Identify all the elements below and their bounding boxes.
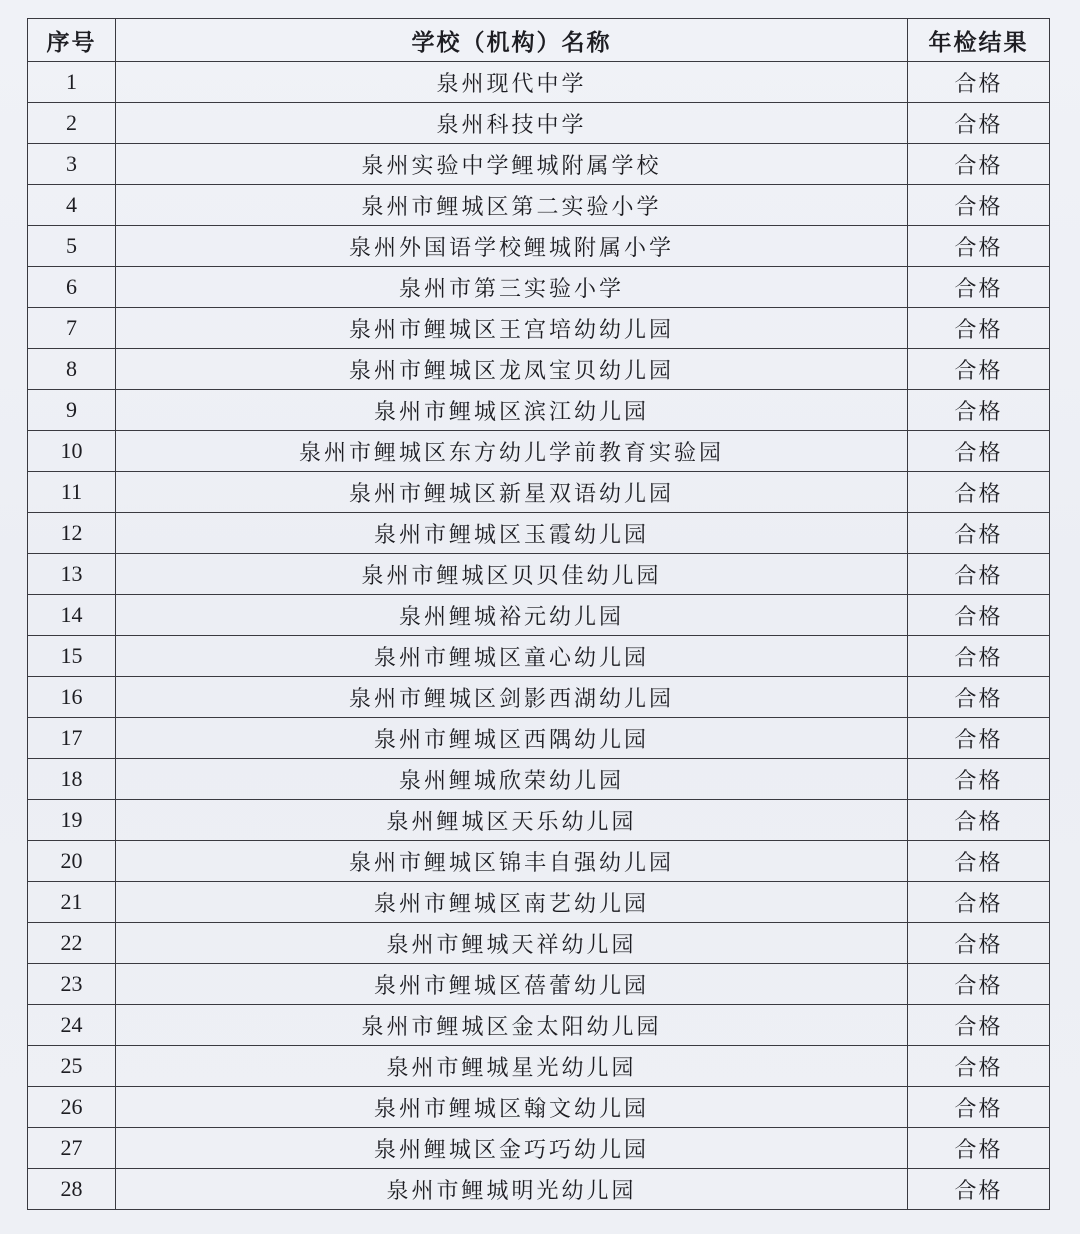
row-inspection-result: 合格 <box>908 390 1050 431</box>
row-school-name: 泉州鲤城裕元幼儿园 <box>116 595 908 636</box>
row-serial-number: 9 <box>28 390 116 431</box>
table-row <box>28 1005 1050 1046</box>
row-inspection-result: 合格 <box>908 636 1050 677</box>
row-school-name: 泉州科技中学 <box>116 103 908 144</box>
row-serial-number: 24 <box>28 1005 116 1046</box>
row-serial-number: 28 <box>28 1169 116 1210</box>
row-inspection-result: 合格 <box>908 513 1050 554</box>
row-serial-number: 2 <box>28 103 116 144</box>
row-school-name: 泉州实验中学鲤城附属学校 <box>116 144 908 185</box>
row-serial-number: 5 <box>28 226 116 267</box>
row-school-name: 泉州市鲤城区龙凤宝贝幼儿园 <box>116 349 908 390</box>
row-serial-number: 7 <box>28 308 116 349</box>
row-school-name: 泉州市鲤城区金太阳幼儿园 <box>116 1005 908 1046</box>
table-row <box>28 882 1050 923</box>
row-inspection-result: 合格 <box>908 595 1050 636</box>
row-serial-number: 26 <box>28 1087 116 1128</box>
inspection-results-table <box>27 18 1050 1210</box>
header-serial-number: 序号 <box>28 19 116 62</box>
row-school-name: 泉州市鲤城区东方幼儿学前教育实验园 <box>116 431 908 472</box>
row-serial-number: 1 <box>28 62 116 103</box>
table-row <box>28 267 1050 308</box>
row-serial-number: 15 <box>28 636 116 677</box>
row-serial-number: 21 <box>28 882 116 923</box>
row-school-name: 泉州鲤城区金巧巧幼儿园 <box>116 1128 908 1169</box>
row-serial-number: 14 <box>28 595 116 636</box>
row-school-name: 泉州市鲤城区蓓蕾幼儿园 <box>116 964 908 1005</box>
table-row <box>28 636 1050 677</box>
row-inspection-result: 合格 <box>908 554 1050 595</box>
table-row <box>28 62 1050 103</box>
row-inspection-result: 合格 <box>908 62 1050 103</box>
row-serial-number: 11 <box>28 472 116 513</box>
table-row <box>28 923 1050 964</box>
table-row <box>28 103 1050 144</box>
row-school-name: 泉州市鲤城区西隅幼儿园 <box>116 718 908 759</box>
row-school-name: 泉州现代中学 <box>116 62 908 103</box>
row-inspection-result: 合格 <box>908 267 1050 308</box>
row-school-name: 泉州市鲤城天祥幼儿园 <box>116 923 908 964</box>
table-row <box>28 595 1050 636</box>
row-school-name: 泉州市鲤城区锦丰自强幼儿园 <box>116 841 908 882</box>
table-row <box>28 185 1050 226</box>
table-row <box>28 718 1050 759</box>
row-school-name: 泉州市鲤城区南艺幼儿园 <box>116 882 908 923</box>
row-inspection-result: 合格 <box>908 882 1050 923</box>
table-row <box>28 1128 1050 1169</box>
row-serial-number: 10 <box>28 431 116 472</box>
row-inspection-result: 合格 <box>908 800 1050 841</box>
row-serial-number: 18 <box>28 759 116 800</box>
row-school-name: 泉州市鲤城区剑影西湖幼儿园 <box>116 677 908 718</box>
table-row <box>28 349 1050 390</box>
row-inspection-result: 合格 <box>908 677 1050 718</box>
row-school-name: 泉州鲤城欣荣幼儿园 <box>116 759 908 800</box>
table-row <box>28 390 1050 431</box>
table-row <box>28 144 1050 185</box>
row-inspection-result: 合格 <box>908 144 1050 185</box>
row-inspection-result: 合格 <box>908 226 1050 267</box>
table-row <box>28 308 1050 349</box>
row-serial-number: 13 <box>28 554 116 595</box>
row-serial-number: 3 <box>28 144 116 185</box>
row-inspection-result: 合格 <box>908 185 1050 226</box>
row-inspection-result: 合格 <box>908 308 1050 349</box>
row-serial-number: 4 <box>28 185 116 226</box>
row-serial-number: 22 <box>28 923 116 964</box>
row-school-name: 泉州鲤城区天乐幼儿园 <box>116 800 908 841</box>
row-school-name: 泉州市鲤城区滨江幼儿园 <box>116 390 908 431</box>
row-inspection-result: 合格 <box>908 923 1050 964</box>
header-school-name: 学校（机构）名称 <box>116 19 908 62</box>
row-school-name: 泉州市鲤城区翰文幼儿园 <box>116 1087 908 1128</box>
row-school-name: 泉州市鲤城星光幼儿园 <box>116 1046 908 1087</box>
row-inspection-result: 合格 <box>908 431 1050 472</box>
table-row <box>28 677 1050 718</box>
row-school-name: 泉州市鲤城区第二实验小学 <box>116 185 908 226</box>
row-inspection-result: 合格 <box>908 1087 1050 1128</box>
row-inspection-result: 合格 <box>908 103 1050 144</box>
table-row <box>28 759 1050 800</box>
table-row <box>28 226 1050 267</box>
row-serial-number: 25 <box>28 1046 116 1087</box>
row-serial-number: 16 <box>28 677 116 718</box>
row-inspection-result: 合格 <box>908 759 1050 800</box>
row-school-name: 泉州市鲤城区童心幼儿园 <box>116 636 908 677</box>
row-inspection-result: 合格 <box>908 472 1050 513</box>
row-serial-number: 19 <box>28 800 116 841</box>
row-inspection-result: 合格 <box>908 1128 1050 1169</box>
row-inspection-result: 合格 <box>908 1005 1050 1046</box>
row-inspection-result: 合格 <box>908 718 1050 759</box>
row-school-name: 泉州市鲤城区新星双语幼儿园 <box>116 472 908 513</box>
table-row <box>28 1087 1050 1128</box>
row-serial-number: 6 <box>28 267 116 308</box>
row-school-name: 泉州市鲤城区王宫培幼幼儿园 <box>116 308 908 349</box>
row-school-name: 泉州市鲤城区玉霞幼儿园 <box>116 513 908 554</box>
row-school-name: 泉州市鲤城区贝贝佳幼儿园 <box>116 554 908 595</box>
table-row <box>28 1169 1050 1210</box>
row-inspection-result: 合格 <box>908 1169 1050 1210</box>
table-row <box>28 431 1050 472</box>
table-row <box>28 1046 1050 1087</box>
table-body <box>28 62 1050 1210</box>
table-row <box>28 841 1050 882</box>
row-inspection-result: 合格 <box>908 1046 1050 1087</box>
row-serial-number: 27 <box>28 1128 116 1169</box>
row-inspection-result: 合格 <box>908 964 1050 1005</box>
row-inspection-result: 合格 <box>908 841 1050 882</box>
row-serial-number: 12 <box>28 513 116 554</box>
table-row <box>28 472 1050 513</box>
table-row <box>28 964 1050 1005</box>
row-school-name: 泉州市第三实验小学 <box>116 267 908 308</box>
row-school-name: 泉州外国语学校鲤城附属小学 <box>116 226 908 267</box>
table-header-row <box>28 19 1050 62</box>
table-row <box>28 554 1050 595</box>
row-serial-number: 17 <box>28 718 116 759</box>
table-row <box>28 800 1050 841</box>
row-inspection-result: 合格 <box>908 349 1050 390</box>
row-serial-number: 23 <box>28 964 116 1005</box>
header-inspection-result: 年检结果 <box>908 19 1050 62</box>
row-serial-number: 8 <box>28 349 116 390</box>
row-school-name: 泉州市鲤城明光幼儿园 <box>116 1169 908 1210</box>
table-row <box>28 513 1050 554</box>
row-serial-number: 20 <box>28 841 116 882</box>
